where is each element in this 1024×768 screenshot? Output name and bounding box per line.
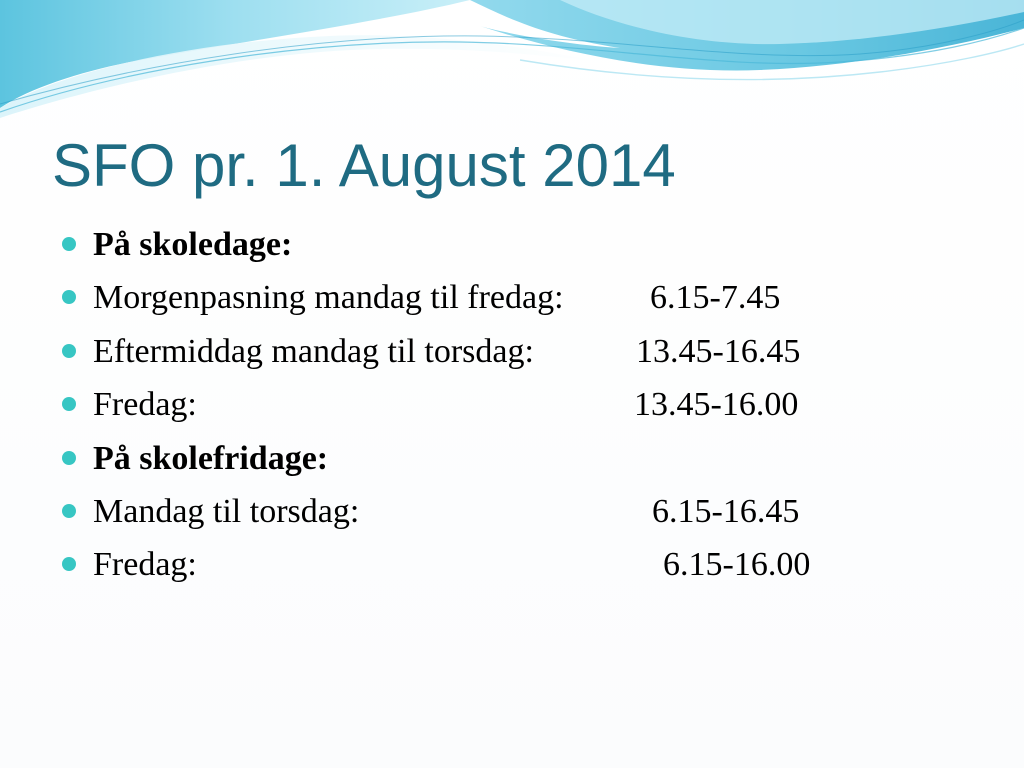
item-time: 13.45-16.45 <box>636 332 801 370</box>
item-label: Mandag til torsdag: <box>93 492 360 530</box>
item-label: Fredag: <box>93 546 197 584</box>
bullet-dot-icon <box>62 290 76 304</box>
slide-title: SFO pr. 1. August 2014 <box>52 132 676 199</box>
item-time: 6.15-7.45 <box>650 279 781 317</box>
item-time: 6.15-16.00 <box>663 546 811 584</box>
bullet-dot-icon <box>62 237 76 251</box>
bullet-dot-icon <box>62 344 76 358</box>
item-label: Fredag: <box>93 386 197 424</box>
item-time: 6.15-16.45 <box>652 492 800 530</box>
section-heading-school-days: På skoledage: <box>93 226 293 263</box>
item-label: Morgenpasning mandag til fredag: <box>93 279 564 317</box>
bullet-dot-icon <box>62 397 76 411</box>
section-heading-school-holidays: På skolefridage: <box>93 439 329 477</box>
header-wave-decoration <box>0 0 1024 130</box>
bullet-dot-icon <box>62 451 76 465</box>
item-label: Eftermiddag mandag til torsdag: <box>93 332 534 370</box>
bullet-dot-icon <box>62 504 76 518</box>
bullet-dot-icon <box>62 557 76 571</box>
item-time: 13.45-16.00 <box>634 386 799 424</box>
